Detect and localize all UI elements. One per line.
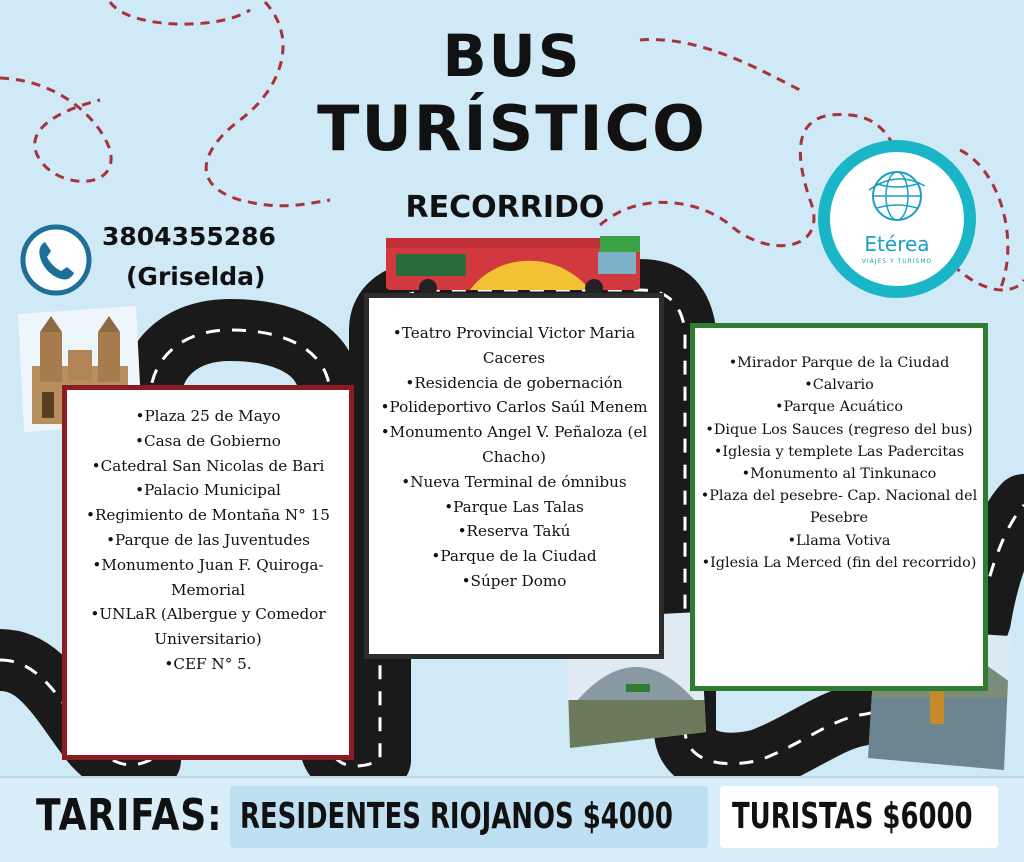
fee-residents-text: RESIDENTES RIOJANOS $4000	[240, 796, 673, 837]
stops-list-1	[62, 385, 354, 760]
list-item: •Parque de la Ciudad	[431, 547, 597, 566]
list-item: •Casa de Gobierno	[135, 431, 281, 450]
list-item: •Iglesia La Merced (fin del recorrido)	[701, 554, 977, 571]
list-item: •Monumento Juan F. Quiroga-Memorial	[92, 555, 324, 599]
list-item: •Mirador Parque de la Ciudad	[728, 355, 950, 371]
stops-list-3	[690, 323, 988, 691]
company-logo	[818, 140, 976, 298]
list-item: •Parque Acuático	[775, 399, 903, 416]
contact-phone[interactable]: 3804355286	[102, 222, 276, 251]
bus-illustration	[386, 236, 640, 297]
list-item: •Regimiento de Montaña N° 15	[86, 506, 330, 525]
stops-list-2	[364, 293, 664, 659]
list-item: •Llama Votiva	[787, 532, 891, 549]
list-item: •Plaza 25 de Mayo	[135, 407, 281, 425]
globe-icon	[867, 166, 927, 226]
list-item: •Residencia de gobernación	[405, 373, 623, 392]
list-item: •Nueva Terminal de ómnibus	[401, 472, 627, 491]
list-item: •Dique Los Sauces (regreso del bus)	[705, 421, 973, 438]
logo-name: Etérea	[864, 232, 930, 256]
list-item: •Monumento Angel V. Peñaloza (el Chacho)	[380, 423, 648, 466]
list-item: •Catedral San Nicolas de Bari	[91, 456, 325, 475]
list-item: •UNLaR (Albergue y Comedor Universitario)	[90, 605, 326, 649]
list-item: •Teatro Provincial Victor Maria Caceres	[392, 324, 636, 367]
fee-tourists-text: TURISTAS $6000	[732, 796, 973, 837]
poster-title-line1: BUS	[442, 22, 582, 90]
list-item: •Palacio Municipal	[135, 481, 281, 500]
logo-tagline: VIAJES Y TURISMO	[861, 258, 933, 265]
list-item: •Polideportivo Carlos Saúl Menem	[380, 398, 648, 417]
poster-subtitle: RECORRIDO	[405, 190, 605, 225]
list-item: •CEF N° 5.	[164, 654, 252, 673]
list-item: •Súper Domo	[461, 571, 567, 590]
poster-title-line2: TURÍSTICO	[317, 92, 707, 165]
fee-tourists	[720, 786, 998, 848]
fees-label: TARIFAS:	[36, 790, 223, 841]
list-item: •Parque Las Talas	[444, 497, 584, 516]
list-item: •Plaza del pesebre- Cap. Nacional del Pesebre	[700, 488, 978, 527]
list-item: •Iglesia y templete Las Padercitas	[713, 443, 965, 460]
list-item: •Monumento al Tinkunaco	[741, 466, 937, 483]
phone-icon	[20, 224, 92, 296]
list-item: •Calvario	[804, 377, 874, 394]
fee-residents	[230, 786, 708, 848]
list-item: •Parque de las Juventudes	[106, 530, 310, 549]
list-item: •Reserva Takú	[457, 522, 571, 541]
contact-name: (Griselda)	[126, 262, 266, 291]
